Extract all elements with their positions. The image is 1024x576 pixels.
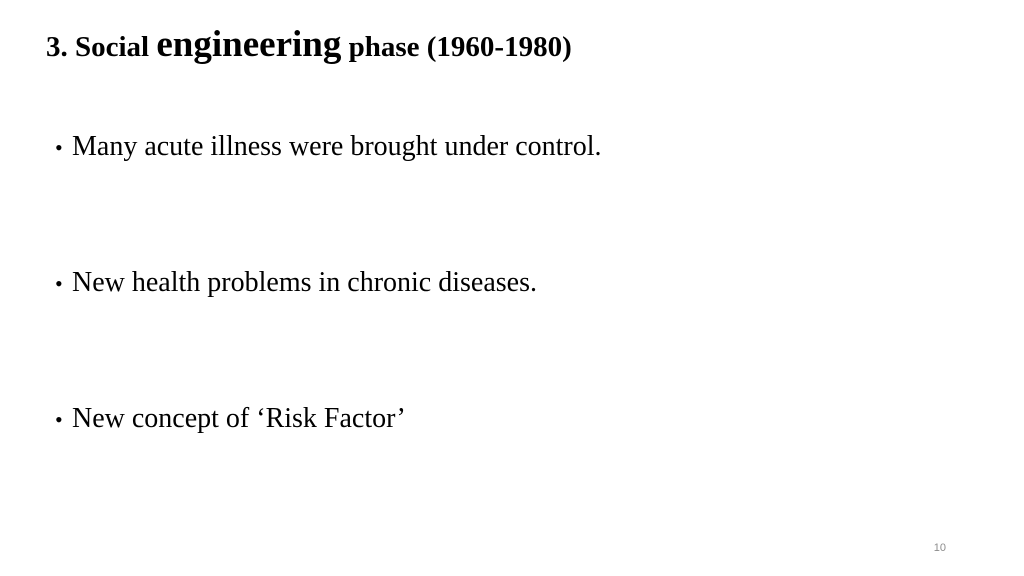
slide-title <box>46 20 572 72</box>
bullet-item <box>55 266 537 301</box>
title-part-emphasis: engineering <box>156 24 342 65</box>
bullet-dot-icon: • <box>55 271 63 296</box>
bullet-text: New concept of ‘Risk Factor’ <box>72 403 406 434</box>
title-part-suffix: phase (1960-1980) <box>341 31 572 63</box>
bullet-text: New health problems in chronic diseases. <box>72 267 537 298</box>
bullet-item <box>55 402 406 437</box>
title-part-prefix: 3. Social <box>46 31 157 63</box>
page-number: 10 <box>933 542 946 554</box>
bullet-dot-icon: • <box>55 135 63 160</box>
bullet-item <box>55 130 602 165</box>
bullet-text: Many acute illness were brought under control. <box>72 131 602 162</box>
bullet-dot-icon: • <box>55 407 63 432</box>
